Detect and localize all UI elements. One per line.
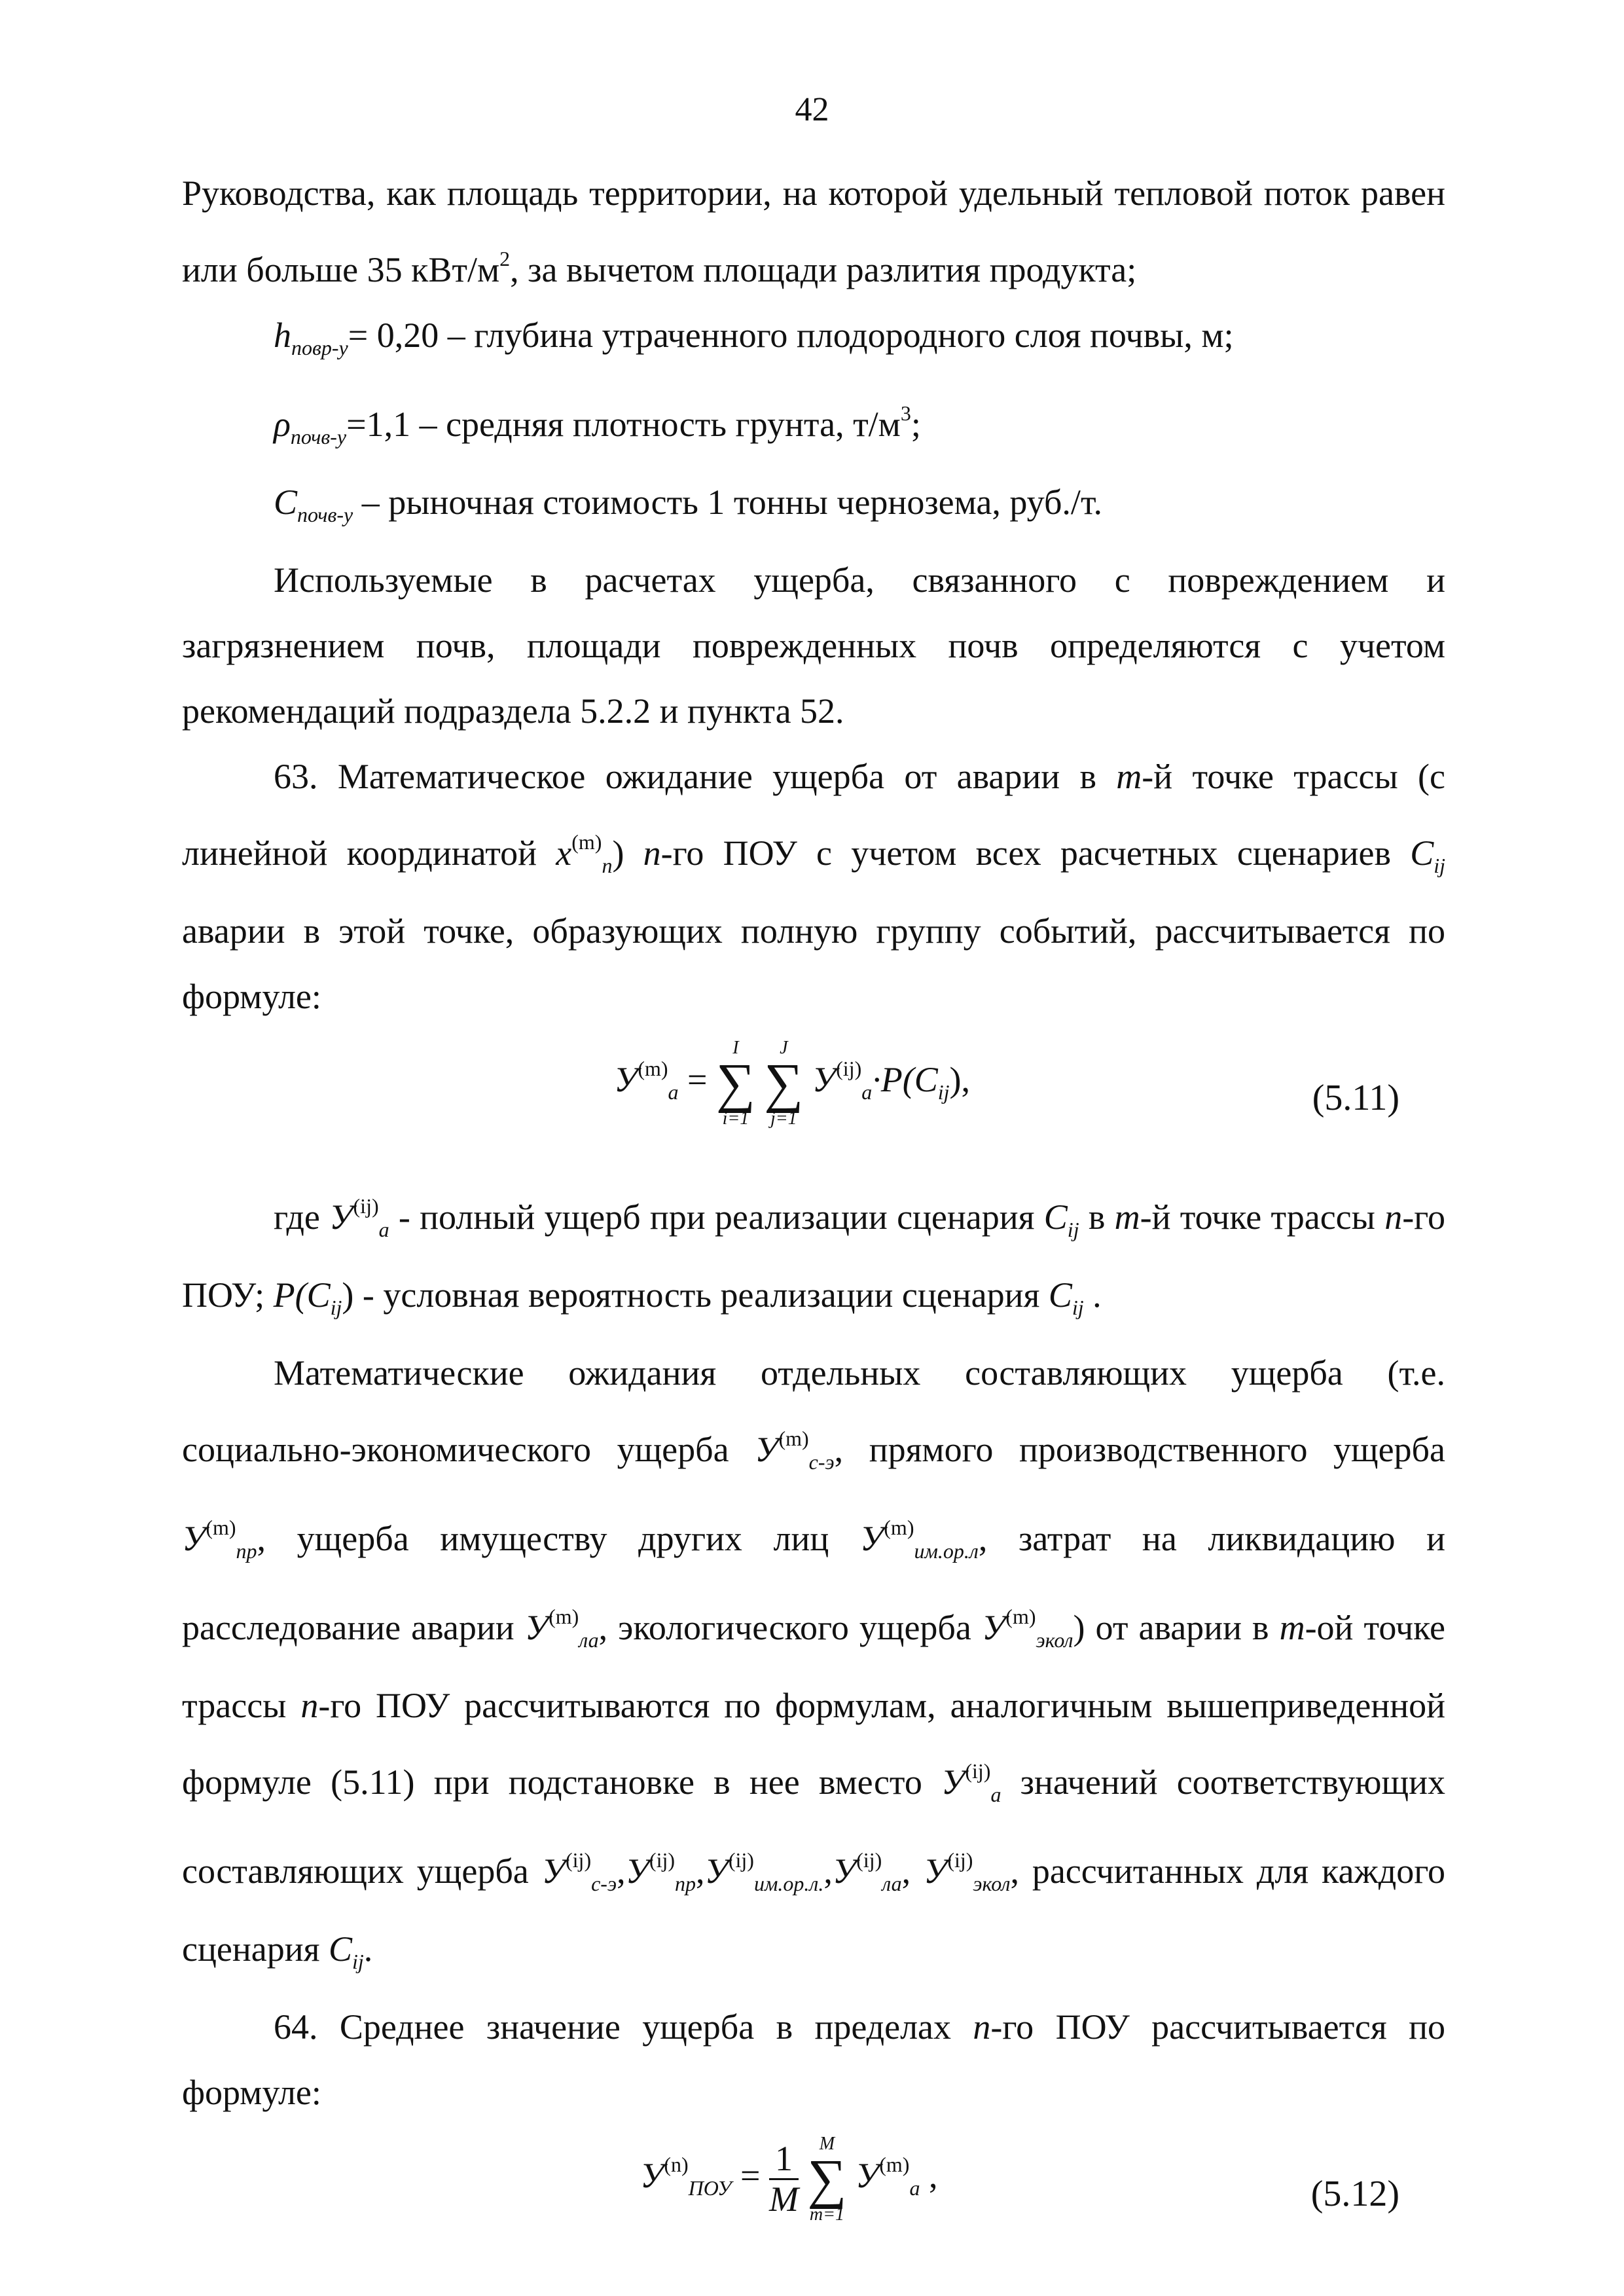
document-body <box>182 160 1445 2269</box>
sum-sign-m: M ∑ m=1 <box>807 2133 847 2225</box>
paragraph-63: 63. Математическое ожидание ущерба от аварии в m-й точке трассы (с линейной координатой $x^{(m)}_n$) n-го ПОУ с учетом всех расчетных сценариев $C_{ij}$ аварии в этой точке, образующих полную группу событий, рассчитывается по формуле: <box>182 757 1445 1016</box>
formula-5-12-number: (5.12) <box>1310 2174 1399 2214</box>
definition-rho: $\rho_{почв-у}=1,1$ – средняя плотность грунта, $т/м^3$; <box>274 401 921 448</box>
paragraph-2: Используемые в расчетах ущерба, связанного с повреждением и загрязнением почв, площади поврежденных почв определяются с учетом рекомендаций подраздела 5.2.2 и пункта 52. <box>182 560 1445 731</box>
page-number: 42 <box>795 91 829 128</box>
sum-sign-j: J ∑ j=1 <box>764 1037 804 1129</box>
definition-c: $С_{почв-у}$ – рыночная стоимость 1 тонны чернозема, руб./т. <box>274 483 1102 526</box>
paragraph-1: Руководства, как площадь территории, на которой удельный тепловой поток равен или больше 35 кВт/$м^2$, за вычетом площади разлития продукта; <box>182 173 1445 289</box>
formula-5-11-number: (5.11) <box>1312 1078 1399 1118</box>
sum-sign-i: I ∑ i=1 <box>716 1037 755 1129</box>
fraction-1-over-m: $\frac{1}{M}$ <box>769 2138 799 2219</box>
paragraph-64: 64. Среднее значение ущерба в пределах n-го ПОУ рассчитывается по формуле: <box>182 2007 1445 2112</box>
formula-5-12 <box>182 2132 1445 2263</box>
formula-5-12-expression: $У^{(n)}_{ПОУ}$ = $\frac{1}{M}$ M ∑ m=1 $У^{(m)}_a$ , <box>640 2133 938 2225</box>
definition-h: $h_{повр-у}= 0,20$ – глубина утраченного плодородного слоя почвы, м; <box>274 316 1234 359</box>
formula-5-11-expression: $У^{(m)}_a$ = I ∑ i=1 J ∑ j=1 $У^{(ij)}_a\cdot P(C_{ij})$, <box>614 1037 970 1129</box>
paragraph-components: Математические ожидания отдельных составляющих ущерба (т.е. социально-экономического ущерба $У^{(m)}_{с-э}$, прямого производственного ущерба $У^{(m)}_{пр}$, ущерба имуществу других лиц $У^{(m)}_{им.ор.л}$, затрат на ликвидацию и расследование аварии $У^{(m)}_{ла}$, экологического ущерба $У^{(m)}_{экол}$) от аварии в m-ой точке трассы n-го ПОУ рассчитываются по формулам, аналогичным вышеприведенной формуле (5.11) при подстановке в нее вместо $У^{(ij)}_a$ значений соответствующих составляющих ущерба $У^{(ij)}_{с-э},У^{(ij)}_{пр},У^{(ij)}_{им.ор.л.},У^{(ij)}_{ла}$, $У^{(ij)}_{экол}$, рассчитанных для каждого сценария $C_{ij}$. <box>182 1353 1446 1973</box>
paragraph-where: где $У^{(ij)}_a$ - полный ущерб при реализации сценария $C_{ij}$ в m-й точке трассы n-го ПОУ; $P(C_{ij})$ - условная вероятность реализации сценария $C_{ij}$ . <box>182 1194 1445 1319</box>
formula-5-11 <box>182 1036 1445 1167</box>
